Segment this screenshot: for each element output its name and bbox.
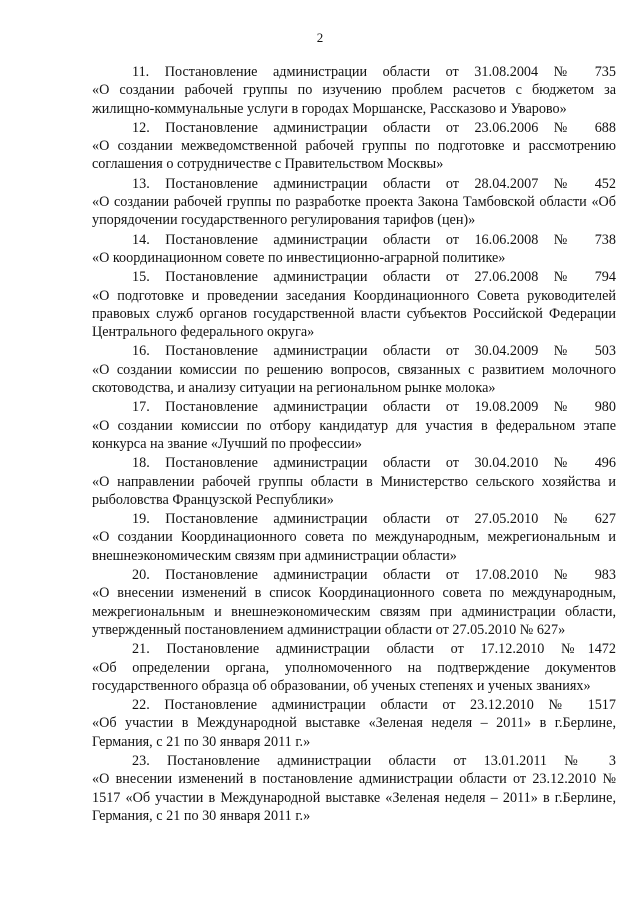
decree-reference: 16. Постановление администрации области от 30.04.2009 № 503 [132,343,616,360]
decree-title: «О направлении рабочей группы области в Министерство сельского хозяйства и рыболовства Французской Республики» [92,473,616,508]
decree-title: «О создании Координационного совета по международным, межрегиональным и внешнеэкономическим связям при администрации области» [92,529,616,564]
decree-reference: 14. Постановление администрации области от 16.06.2008 № 738 [132,231,616,248]
list-item [92,268,616,341]
decree-reference: 20. Постановление администрации области от 17.08.2010 № 983 [132,567,616,584]
decree-reference: 23. Постановление администрации области от 13.01.2011 № 3 [132,752,616,769]
list-item [92,752,616,825]
list-item [92,398,616,453]
decree-title: «О создании комиссии по решению вопросов, связанных с развитием молочного скотоводства, и анализу ситуации на региональном рынке молока» [92,361,616,397]
list-item [92,342,616,397]
decree-title: «О подготовке и проведении заседания Координационного Совета руководителей правовых служб органов государственной власти субъектов Российской Федерации Центрального федерального округа» [92,287,616,341]
decree-reference: 18. Постановление администрации области от 30.04.2010 № 496 [132,455,616,472]
decree-reference: 11. Постановление администрации области от 31.08.2004 № 735 [132,64,616,80]
page-number: 2 [316,30,324,45]
list-item [92,119,616,174]
decree-reference: 22. Постановление администрации области от 23.12.2010 № 1517 [132,697,616,714]
decree-title: «О создании комиссии по отбору кандидатур для участия в федеральном этапе конкурса на звание «Лучший по профессии» [92,417,616,452]
list-item [92,63,616,118]
decree-title: «О внесении изменений в список Координационного совета по международным, межрегиональным и внешнеэкономическим связям при администрации области, утвержденный постановлением администрации области от 27.05.2010 № 627» [92,585,616,638]
list-item [92,454,616,509]
decree-title: «О создании рабочей группы по изучению проблем расчетов с бюджетом за жилищно-коммунальные услуги в городах Моршанске, Рассказово и Уварово» [92,82,616,117]
list-item [92,566,616,639]
decree-reference: 17. Постановление администрации области от 19.08.2009 № 980 [132,399,616,416]
list-item [92,175,616,230]
decree-title: «О создании межведомственной рабочей группы по подготовке и рассмотрению соглашения о сотрудничестве с Правительством Москвы» [92,138,616,173]
list-item [92,640,616,695]
decree-reference: 19. Постановление администрации области от 27.05.2010 № 627 [132,511,616,528]
decree-reference: 21. Постановление администрации области от 17.12.2010 №1472 [132,641,616,658]
list-item [92,231,616,268]
list-item [92,696,616,751]
decree-title: «О создании рабочей группы по разработке проекта Закона Тамбовской области «Об упорядочении государственного регулирования тарифов (цен)» [92,194,616,229]
decree-reference: 12. Постановление администрации области от 23.06.2006 № 688 [132,119,616,136]
decree-title: «О внесении изменений в постановление администрации области от 23.12.2010 № 1517 «Об участии в Международной выставке «Зеленая неделя – 2011» в г.Берлине, Германия, с 21 по 30 января 2011 г.» [92,771,616,824]
decree-title: «Об определении органа, уполномоченного на подтверждение документов государственного образца об образовании, об ученых степенях и ученых званиях» [92,659,616,694]
decree-title: «Об участии в Международной выставке «Зеленая неделя – 2011» в г.Берлине, Германия, с 21 по 30 января 2011 г.» [92,715,616,750]
list-item [92,510,616,565]
document-body [92,63,616,826]
decree-reference: 13. Постановление администрации области от 28.04.2007 № 452 [132,175,616,192]
decree-reference: 15. Постановление администрации области от 27.06.2008 № 794 [132,269,616,286]
decree-title: «О координационном совете по инвестиционно-аграрной политике» [92,249,506,266]
